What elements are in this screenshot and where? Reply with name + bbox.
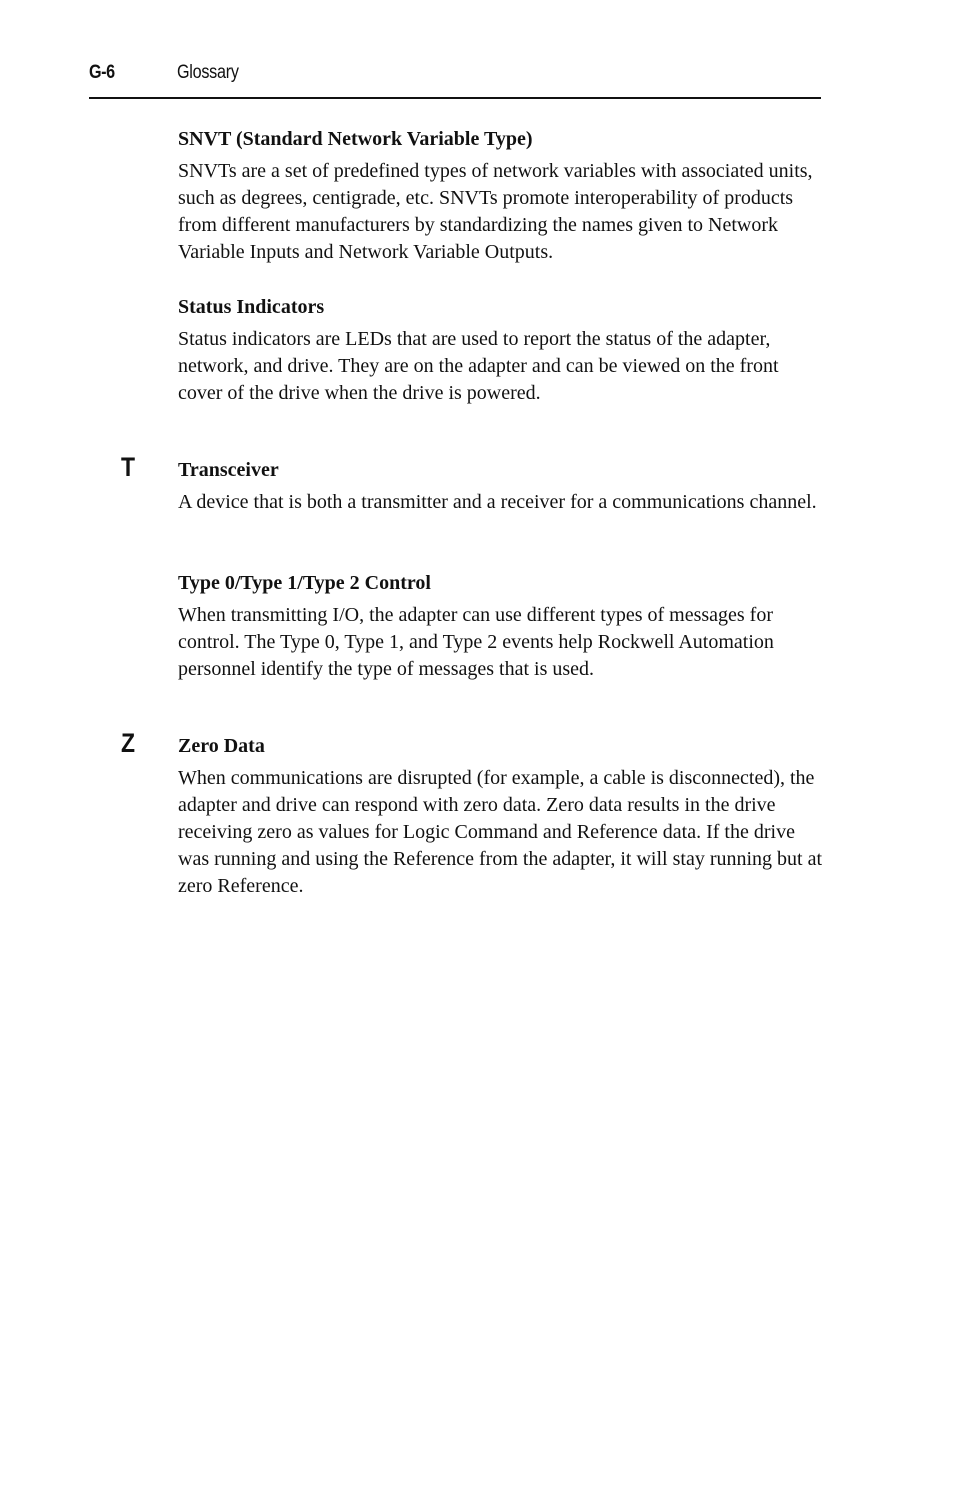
glossary-term: SNVT (Standard Network Variable Type) (178, 128, 533, 150)
glossary-term: Transceiver (178, 459, 279, 481)
glossary-definition: When transmitting I/O, the adapter can use different types of messages for control. The Type 0, Type 1, and Type 2 events help Rockwell Automation personnel identify the type of messages that is used. (178, 604, 774, 680)
glossary-term: Status Indicators (178, 296, 325, 318)
glossary-entry-transceiver (178, 457, 823, 516)
glossary-definition: SNVTs are a set of predefined types of network variables with associated units, such as degrees, centigrade, etc. SNVTs promote interoperability of products from different manufacturers by standardizing the names given to Network Variable Inputs and Network Variable Outputs. (178, 160, 813, 263)
glossary-entry-snvt (178, 126, 823, 266)
glossary-entry-zero-data (178, 733, 823, 900)
glossary-term: Type 0/Type 1/Type 2 Control (178, 572, 431, 594)
glossary-definition: A device that is both a transmitter and a receiver for a communications channel. (178, 491, 817, 513)
section-letter-z: Z (121, 728, 136, 758)
glossary-definition: When communications are disrupted (for example, a cable is disconnected), the adapter and drive can respond with zero data. Zero data results in the drive receiving zero as values for Logic Command and Reference data. If the drive was running and using the Reference from the adapter, it will stay running but at zero Reference. (178, 767, 823, 897)
glossary-entry-type-control (178, 570, 823, 683)
section-letter-t: T (121, 452, 136, 482)
page-number: G-6 (89, 62, 115, 83)
page-header (89, 60, 821, 99)
section-title: Glossary (177, 62, 239, 83)
glossary-entry-status-indicators (178, 294, 823, 407)
glossary-definition: Status indicators are LEDs that are used to report the status of the adapter, network, and drive. They are on the adapter and can be viewed on the front cover of the drive when the drive is powered. (178, 328, 779, 404)
glossary-term: Zero Data (178, 735, 265, 757)
